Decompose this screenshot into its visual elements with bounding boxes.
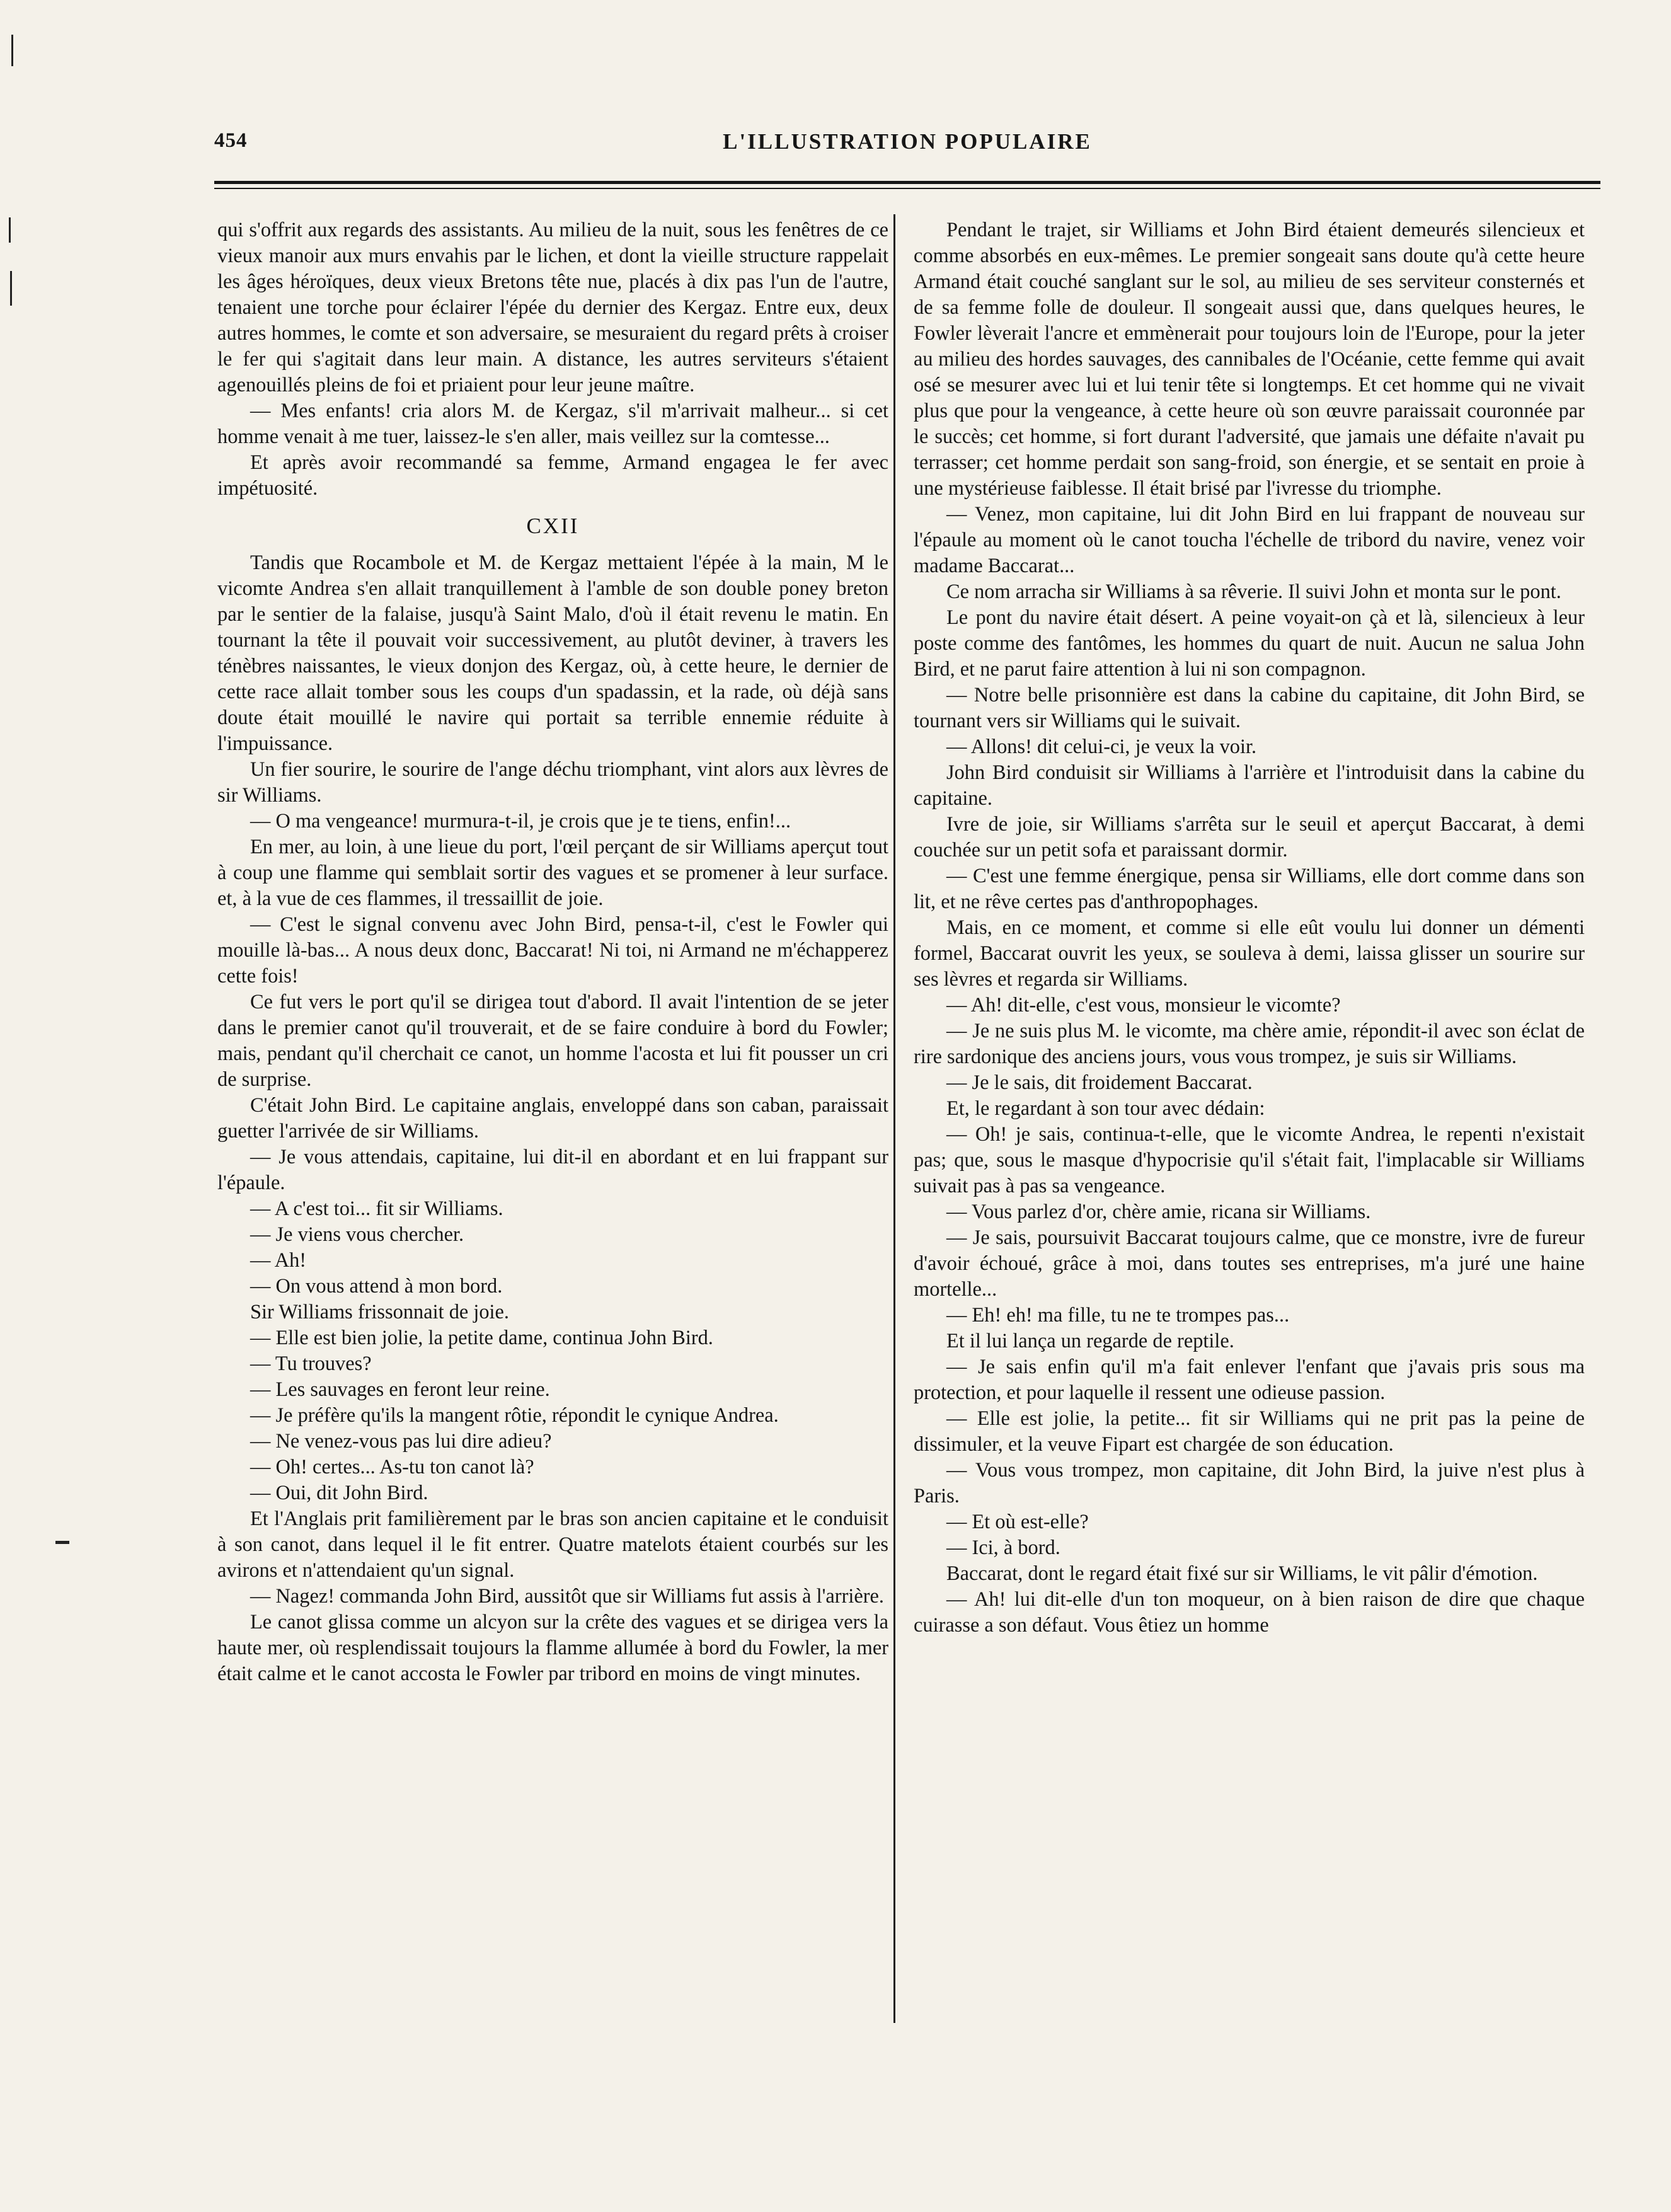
paragraph: — Je sais enfin qu'il m'a fait enlever l'enfant que j'avais pris sous ma protection, et pour laquelle il ressent une odieuse passion.	[914, 1356, 1585, 1404]
scan-speck	[9, 217, 11, 243]
paragraph: Pendant le trajet, sir Williams et John Bird étaient demeurés silencieux et comme absorbés en eux-mêmes. Le premier songeait sans doute qu'à cette heure Armand était couché sanglant sur le sol, au milieu de ses serviteur consternés et de sa femme folle de douleur. Il songeait aussi que, dans quelques heures, le Fowler lèverait l'ancre et emmènerait pour toujours loin de l'Europe, pour la jeter au milieu des hordes sauvages, des cannibales de l'Océanie, cette femme qui avait osé se mesurer avec lui et lui tenir tête si longtemps. Et cet homme qui ne vivait plus que pour la vengeance, à cette heure où son œuvre paraissait couronnée par le succès; cet homme, si fort durant l'adversité, que jamais une défaite n'avait pu terrasser; cet homme perdait son sang-froid, son énergie, et se sentait en proie à une mystérieuse faiblesse. Il était brisé par l'ivresse du triomphe.	[914, 219, 1585, 500]
paragraph: — Notre belle prisonnière est dans la cabine du capitaine, dit John Bird, se tournant vers sir Williams qui le suivait.	[914, 684, 1585, 732]
paragraph: — Ah! dit-elle, c'est vous, monsieur le vicomte?	[946, 994, 1341, 1017]
right-column	[914, 217, 1585, 1639]
chapter-heading: CXII	[526, 514, 580, 538]
paragraph: qui s'offrit aux regards des assistants. Au milieu de la nuit, sous les fenêtres de ce vieux manoir aux murs envahis par le lichen, et dont la vieille structure rappelait les âges héroïques, deux vieux Bretons tête nue, placés à dix pas l'un de l'autre, tenaient une torche pour éclairer l'épée du dernier des Kergaz. Entre eux, deux autres hommes, le comte et son adversaire, se mesuraient du regard prêts à croiser le fer qui s'agitait dans leur main. A distance, les autres serviteurs s'étaient agenouillés pleins de foi et priaient pour leur jeune maître.	[217, 219, 888, 396]
paragraph: — Je vous attendais, capitaine, lui dit-il en abordant et en lui frappant sur l'épaule.	[217, 1146, 888, 1194]
paragraph: Et, le regardant à son tour avec dédain:	[946, 1097, 1265, 1120]
paragraph: — Oh! certes... As-tu ton canot là?	[250, 1456, 534, 1478]
scan-speck	[55, 1541, 69, 1544]
scan-speck	[11, 35, 13, 66]
paragraph: — Elle est jolie, la petite... fit sir Williams qui ne prit pas la peine de dissimuler, et la veuve Fipart est chargée de son éducation.	[914, 1407, 1585, 1456]
column-divider	[893, 214, 895, 2023]
paragraph: Sir Williams frissonnait de joie.	[250, 1301, 510, 1323]
header-rule	[214, 181, 1600, 184]
paragraph: — Je sais, poursuivit Baccarat toujours calme, que ce monstre, ivre de fureur d'avoir échoué, grâce à moi, dans toutes ses entreprises, m'a juré une haine mortelle...	[914, 1226, 1585, 1301]
paragraph: Le pont du navire était désert. A peine voyait-on çà et là, silencieux à leur poste comme des fantômes, les hommes du quart de nuit. Aucun ne salua John Bird, et ne parut faire attention à lui ni son compagnon.	[914, 606, 1585, 681]
paragraph: — A c'est toi... fit sir Williams.	[250, 1197, 503, 1220]
running-title: L'ILLUSTRATION POPULAIRE	[723, 129, 1092, 154]
paragraph: — On vous attend à mon bord.	[250, 1275, 503, 1298]
paragraph: Ce nom arracha sir Williams à sa rêverie. Il suivi John et monta sur le pont.	[946, 580, 1561, 603]
paragraph: C'était John Bird. Le capitaine anglais, enveloppé dans son caban, paraissait guetter l'arrivée de sir Williams.	[217, 1094, 888, 1143]
paragraph: — Les sauvages en feront leur reine.	[250, 1378, 550, 1401]
paragraph: — Elle est bien jolie, la petite dame, continua John Bird.	[250, 1327, 713, 1349]
paragraph: Le canot glissa comme un alcyon sur la crête des vagues et se dirigea vers la haute mer, où resplendissait toujours la flamme allumée à bord du Fowler, la mer était calme et le canot accosta le Fowler par tribord en moins de vingt minutes.	[217, 1611, 888, 1685]
paragraph: — Venez, mon capitaine, lui dit John Bird en lui frappant de nouveau sur l'épaule au moment où le canot toucha l'échelle de tribord du navire, venez voir madame Baccarat...	[914, 503, 1585, 577]
paragraph: Mais, en ce moment, et comme si elle eût voulu lui donner un démenti formel, Baccarat ouvrit les yeux, se souleva à demi, laissa glisser un sourire sur ses lèvres et regarda sir Williams.	[914, 916, 1585, 991]
paragraph: En mer, au loin, à une lieue du port, l'œil perçant de sir Williams aperçut tout à coup une flamme qui semblait sortir des vagues et se promener à leur surface. et, à la vue de ces flammes, il tressaillit de joie.	[217, 836, 888, 910]
paragraph: — Je ne suis plus M. le vicomte, ma chère amie, répondit-il avec son éclat de rire sardonique des anciens jours, vous vous trompez, je suis sir Williams.	[914, 1020, 1585, 1068]
paragraph: Et il lui lança un regarde de reptile.	[946, 1330, 1234, 1352]
paragraph: — Ici, à bord.	[946, 1536, 1060, 1559]
paragraph: Un fier sourire, le sourire de l'ange déchu triomphant, vint alors aux lèvres de sir Williams.	[217, 758, 888, 807]
paragraph: — Oh! je sais, continua-t-elle, que le vicomte Andrea, le repenti n'existait pas; que, sous le masque d'hypocrisie qu'il s'était fait, l'implacable sir Williams suivait pas à pas sa vengeance.	[914, 1123, 1585, 1197]
paragraph: John Bird conduisit sir Williams à l'arrière et l'introduisit dans la cabine du capitaine.	[914, 761, 1585, 810]
paragraph: — Vous parlez d'or, chère amie, ricana sir Williams.	[946, 1201, 1371, 1223]
paragraph: Et après avoir recommandé sa femme, Armand engagea le fer avec impétuosité.	[217, 451, 888, 500]
paragraph: — Nagez! commanda John Bird, aussitôt que sir Williams fut assis à l'arrière.	[250, 1585, 885, 1608]
paragraph: — C'est une femme énergique, pensa sir Williams, elle dort comme dans son lit, et ne rêve certes pas d'anthropophages.	[914, 865, 1585, 913]
header-rule-thin	[214, 188, 1600, 189]
paragraph: — Tu trouves?	[250, 1352, 372, 1375]
paragraph: — O ma vengeance! murmura-t-il, je crois que je te tiens, enfin!...	[250, 810, 791, 832]
paragraph: — Ah! lui dit-elle d'un ton moqueur, on à bien raison de dire que chaque cuirasse a son défaut. Vous êtiez un homme	[914, 1588, 1585, 1637]
running-header	[214, 129, 1600, 161]
paragraph: — Mes enfants! cria alors M. de Kergaz, s'il m'arrivait malheur... si cet homme venait à me tuer, laissez-le s'en aller, mais veillez sur la comtesse...	[217, 400, 888, 448]
left-column	[217, 217, 888, 1687]
paragraph: — Vous vous trompez, mon capitaine, dit John Bird, la juive n'est plus à Paris.	[914, 1459, 1585, 1507]
paragraph: Et l'Anglais prit familièrement par le bras son ancien capitaine et le conduisit à son canot, dans lequel il le fit entrer. Quatre matelots étaient courbés sur les avirons et n'attendaient qu'un signal.	[217, 1507, 888, 1582]
page-number: 454	[214, 129, 248, 152]
paragraph: Ce fut vers le port qu'il se dirigea tout d'abord. Il avait l'intention de se jeter dans le premier canot qu'il trouverait, et de se faire conduire à bord du Fowler; mais, pendant qu'il cherchait ce canot, un homme l'acosta et lui fit pousser un cri de surprise.	[217, 991, 888, 1091]
paragraph: — Je viens vous chercher.	[250, 1223, 464, 1246]
paragraph: Tandis que Rocambole et M. de Kergaz mettaient l'épée à la main, M le vicomte Andrea s'en allait tranquillement à l'amble de son double poney breton par le sentier de la falaise, jusqu'à Saint Malo, d'où il était revenu le matin. En tournant la tête il pouvait voir successivement, au plutôt deviner, à travers les ténèbres naissantes, le vieux donjon des Kergaz, où, à cette heure, le dernier de cette race allait tomber sous les coups d'un spadassin, et la rade, où déjà sans doute était mouillé le navire qui portait sa terrible ennemie réduite à l'impuissance.	[217, 551, 888, 755]
paragraph: — Allons! dit celui-ci, je veux la voir.	[946, 735, 1257, 758]
scan-speck	[10, 271, 12, 306]
paragraph: — Et où est-elle?	[946, 1511, 1089, 1533]
paragraph: — Je le sais, dit froidement Baccarat.	[946, 1071, 1253, 1094]
paragraph: — C'est le signal convenu avec John Bird, pensa-t-il, c'est le Fowler qui mouille là-bas... A nous deux donc, Baccarat! Ni toi, ni Armand ne m'échapperez cette fois!	[217, 913, 888, 988]
paragraph: — Je préfère qu'ils la mangent rôtie, répondit le cynique Andrea.	[250, 1404, 779, 1427]
paragraph: — Ne venez-vous pas lui dire adieu?	[250, 1430, 552, 1453]
paragraph: Baccarat, dont le regard était fixé sur sir Williams, le vit pâlir d'émotion.	[946, 1562, 1538, 1585]
paragraph: — Eh! eh! ma fille, tu ne te trompes pas...	[946, 1304, 1290, 1327]
paragraph: Ivre de joie, sir Williams s'arrêta sur le seuil et aperçut Baccarat, à demi couchée sur un petit sofa et paraissant dormir.	[914, 813, 1585, 861]
paragraph: — Ah!	[250, 1249, 307, 1272]
paragraph: — Oui, dit John Bird.	[250, 1482, 428, 1504]
